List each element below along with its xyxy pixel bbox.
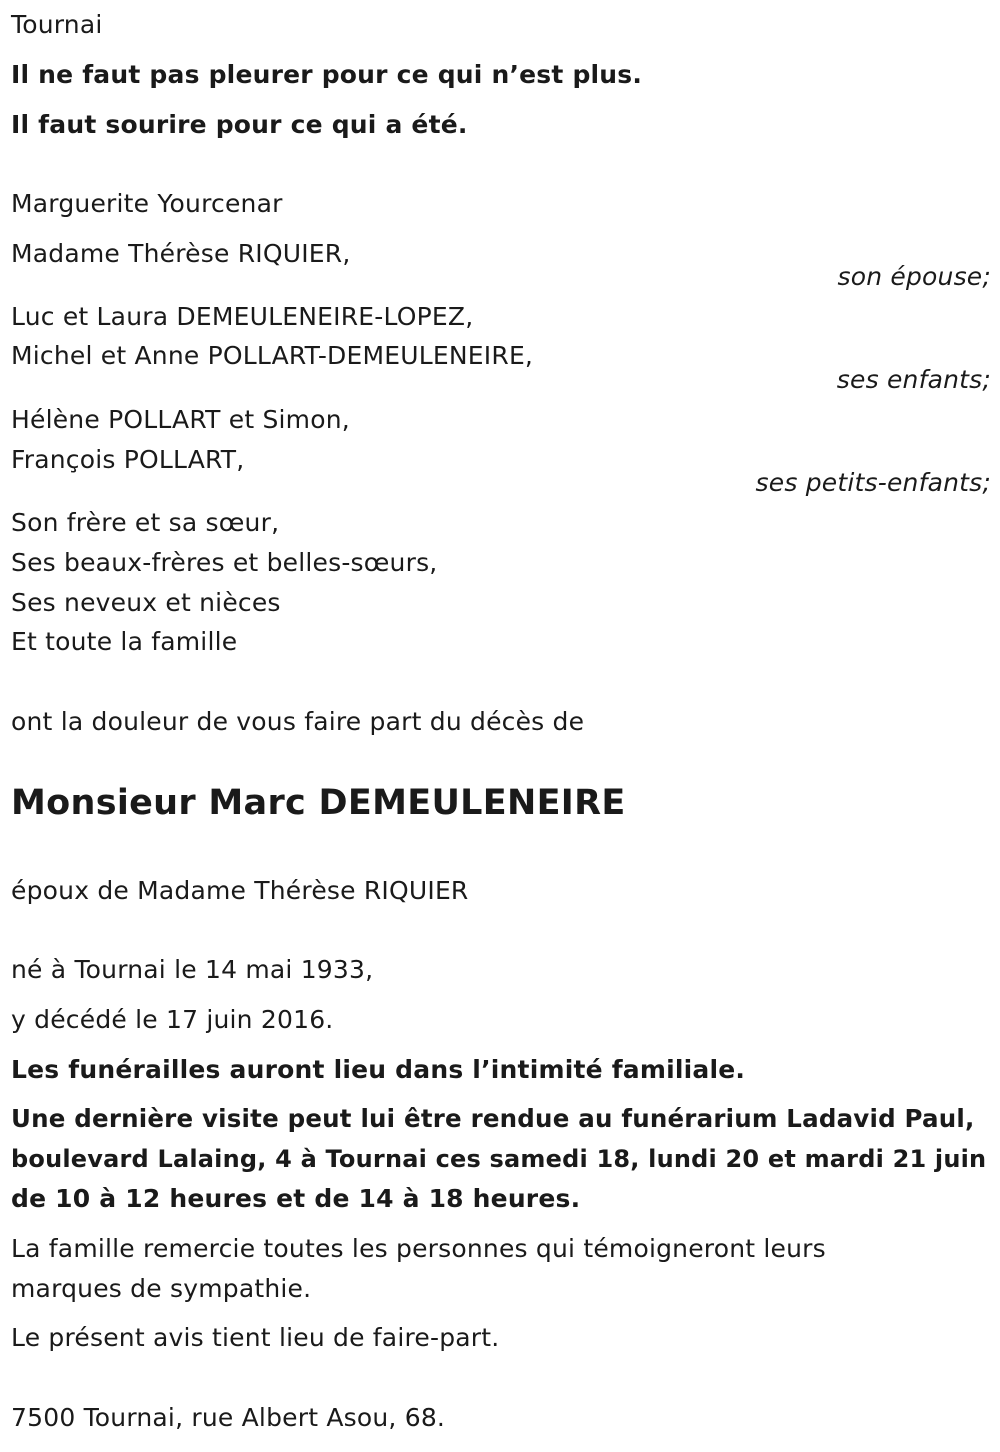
- children-line-1: Luc et Laura DEMEULENEIRE-LOPEZ,: [11, 302, 474, 331]
- announcement: ont la douleur de vous faire part du décès de: [11, 707, 585, 736]
- spouse-name: Madame Thérèse RIQUIER,: [11, 239, 351, 268]
- visit-line-3: de 10 à 12 heures et de 14 à 18 heures.: [11, 1184, 581, 1213]
- family-line-3: Ses neveux et nièces: [11, 588, 281, 617]
- quote-author: Marguerite Yourcenar: [11, 189, 283, 218]
- children-role: ses enfants;: [836, 365, 991, 394]
- thanks-line-2: marques de sympathie.: [11, 1274, 312, 1303]
- funeral-info: Les funérailles auront lieu dans l’intimité familiale.: [11, 1055, 746, 1084]
- grandchildren-role: ses petits-enfants;: [755, 468, 991, 497]
- relation: époux de Madame Thérèse RIQUIER: [11, 876, 469, 905]
- family-line-1: Son frère et sa sœur,: [11, 508, 280, 537]
- children-line-2: Michel et Anne POLLART-DEMEULENEIRE,: [11, 341, 534, 370]
- death-info: y décédé le 17 juin 2016.: [11, 1005, 334, 1034]
- deceased-name: Monsieur Marc DEMEULENEIRE: [11, 783, 626, 823]
- notice-text: Le présent avis tient lieu de faire-part.: [11, 1323, 500, 1352]
- city: Tournai: [11, 10, 103, 39]
- quote-line-2: Il faut sourire pour ce qui a été.: [11, 110, 468, 139]
- quote-line-1: Il ne faut pas pleurer pour ce qui n’est plus.: [11, 60, 643, 89]
- death-notice: [11, 0, 991, 1452]
- grandchildren-line-1: Hélène POLLART et Simon,: [11, 405, 350, 434]
- visit-line-2: boulevard Lalaing, 4 à Tournai ces samedi 18, lundi 20 et mardi 21 juin: [11, 1145, 987, 1173]
- thanks-line-1: La famille remercie toutes les personnes qui témoigneront leurs: [11, 1234, 826, 1263]
- spouse-role: son épouse;: [837, 262, 991, 291]
- grandchildren-line-2: François POLLART,: [11, 445, 245, 474]
- family-line-2: Ses beaux-frères et belles-sœurs,: [11, 548, 438, 577]
- birth-info: né à Tournai le 14 mai 1933,: [11, 955, 374, 984]
- visit-line-1: Une dernière visite peut lui être rendue au funérarium Ladavid Paul,: [11, 1104, 975, 1133]
- family-line-4: Et toute la famille: [11, 627, 238, 656]
- address: 7500 Tournai, rue Albert Asou, 68.: [11, 1403, 446, 1432]
